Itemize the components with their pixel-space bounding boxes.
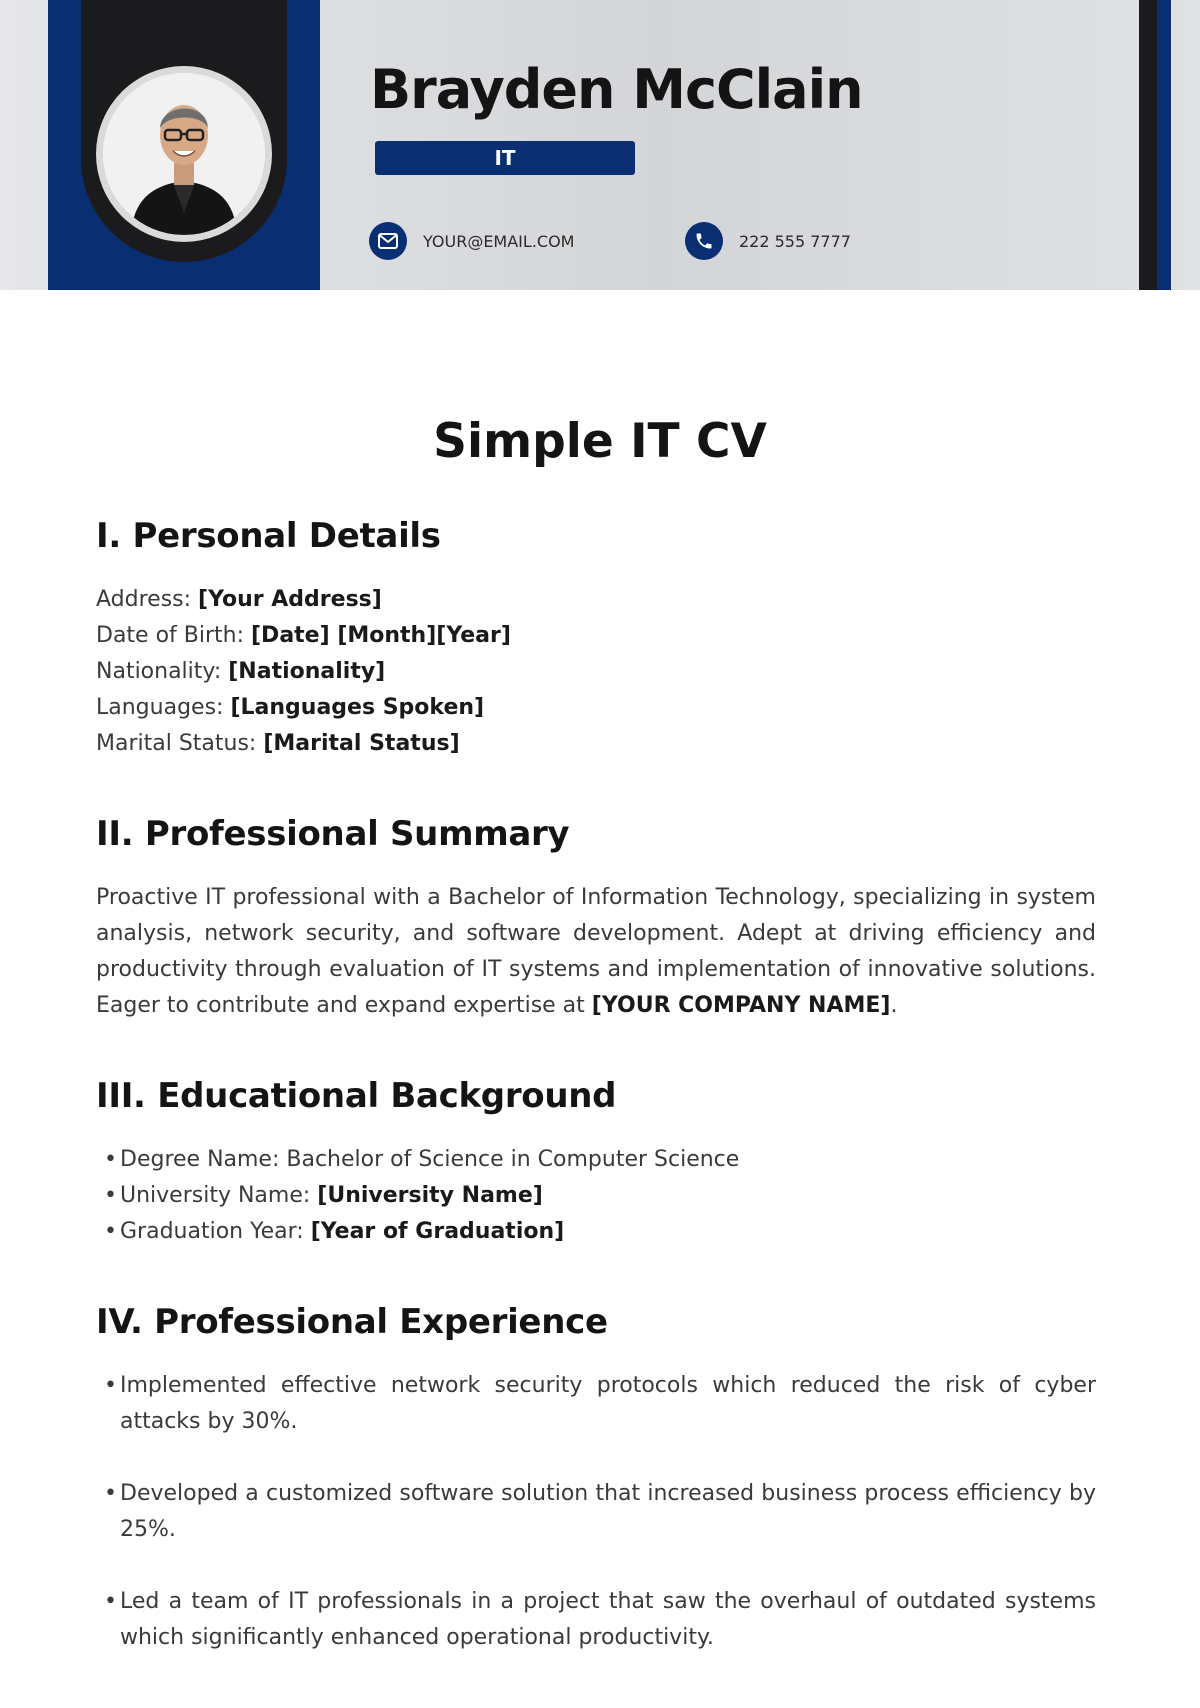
header-right-blue-stripe — [1157, 0, 1171, 290]
detail-label: Languages: — [96, 695, 231, 720]
email-contact — [369, 222, 574, 260]
cv-content — [96, 516, 1096, 1708]
phone-text: 222 555 7777 — [739, 231, 851, 251]
education-section — [96, 1076, 1096, 1250]
summary-end: . — [890, 993, 898, 1018]
education-value: [University Name] — [317, 1183, 543, 1208]
personal-details-heading: I. Personal Details — [96, 516, 441, 556]
profile-photo — [103, 73, 265, 235]
list-item: • Developed a customized software solution that increased business process efficiency by 25%. — [96, 1476, 1096, 1548]
summary-paragraph — [96, 880, 1096, 1024]
detail-value: [Your Address] — [198, 587, 382, 612]
list-item: • Led a team of IT professionals in a project that saw the overhaul of outdated systems which significantly enhanced operational productivity. — [96, 1584, 1096, 1656]
education-label: Graduation Year: — [120, 1219, 311, 1244]
experience-list — [96, 1368, 1096, 1656]
detail-label: Nationality: — [96, 659, 229, 684]
detail-label: Marital Status: — [96, 731, 264, 756]
header-band — [0, 0, 1200, 290]
professional-summary-section — [96, 814, 1096, 1024]
experience-section — [96, 1302, 1096, 1656]
email-text: YOUR@EMAIL.COM — [423, 231, 575, 251]
header-right-dark-stripe — [1139, 0, 1157, 290]
candidate-name: Brayden McClain — [370, 58, 863, 121]
detail-value: [Marital Status] — [263, 731, 460, 756]
list-item: • Implemented effective network security protocols which reduced the risk of cyber attacks by 30%. — [96, 1368, 1096, 1440]
phone-contact — [685, 222, 851, 260]
envelope-icon — [369, 222, 407, 260]
list-item — [96, 1142, 1096, 1178]
professional-summary-heading: II. Professional Summary — [96, 814, 570, 854]
detail-address — [96, 582, 1096, 618]
detail-marital-status — [96, 726, 1096, 762]
education-label: Degree Name: Bachelor of Science in Computer Science — [120, 1147, 740, 1172]
profile-photo-frame — [96, 66, 272, 242]
personal-details-section — [96, 516, 1096, 762]
person-portrait-icon — [103, 73, 265, 235]
document-title: Simple IT CV — [433, 414, 767, 469]
detail-value: [Date] [Month][Year] — [251, 623, 511, 648]
detail-value: [Languages Spoken] — [230, 695, 485, 720]
phone-icon — [685, 222, 723, 260]
summary-text: Proactive IT professional with a Bachelor of Information Technology, specializing in system analysis, network security, and software development. Adept at driving efficiency and productivity through evaluation of IT systems and implementation of innovative solutions. Eager to contribute and expand expertise at — [96, 885, 1096, 1018]
detail-languages — [96, 690, 1096, 726]
education-value: [Year of Graduation] — [310, 1219, 565, 1244]
detail-nationality — [96, 654, 1096, 690]
education-heading: III. Educational Background — [96, 1076, 617, 1116]
detail-value: [Nationality] — [228, 659, 386, 684]
detail-label: Address: — [96, 587, 199, 612]
education-list — [96, 1142, 1096, 1250]
detail-date-of-birth — [96, 618, 1096, 654]
company-placeholder: [YOUR COMPANY NAME] — [591, 993, 891, 1018]
list-item — [96, 1214, 1096, 1250]
list-item — [96, 1178, 1096, 1214]
detail-label: Date of Birth: — [96, 623, 251, 648]
experience-heading: IV. Professional Experience — [96, 1302, 608, 1342]
education-label: University Name: — [120, 1183, 318, 1208]
role-badge: IT — [375, 141, 635, 175]
